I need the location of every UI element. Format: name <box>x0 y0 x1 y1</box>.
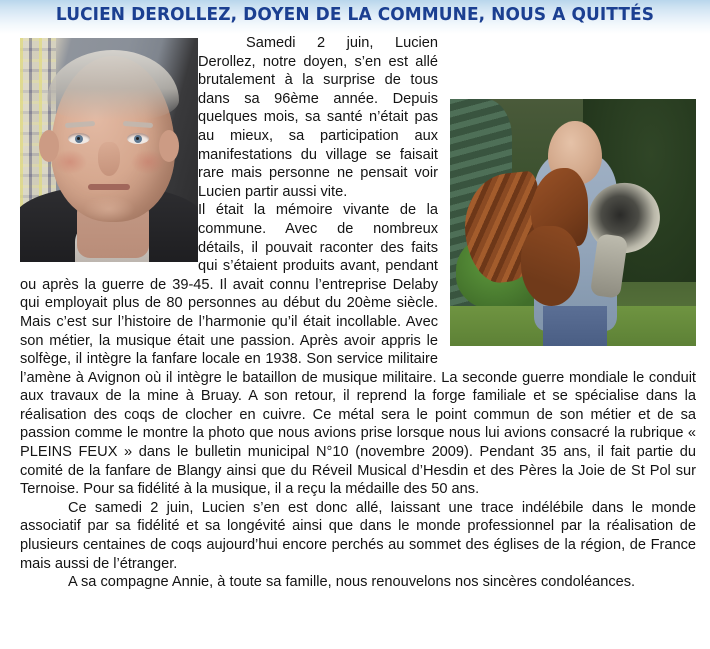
portrait-chin <box>83 196 135 222</box>
portrait-nose <box>98 142 120 176</box>
photo-lucien-avec-coq-de-clocher <box>450 99 696 346</box>
portrait-cheek-left <box>53 150 87 174</box>
portrait-pupil-left <box>75 135 83 143</box>
article-paragraph-1: Samedi 2 juin, Lucien Derollez, notre doyen, s’en est allé brutalement à la surprise de tous dans sa 96ème année. Depuis quelques mois, sa santé n’était pas au mieux, sa participation aux manifestations du village se faisait rare mais personne ne pensait voir Lucien partir aussi vite. <box>198 35 438 200</box>
brass-instrument <box>588 183 691 292</box>
copper-rooster-weathervane <box>465 168 593 306</box>
portrait-pupil-right <box>134 135 142 143</box>
article-paragraph-3: Ce samedi 2 juin, Lucien s’en est donc allé, laissant une trace indélébile dans le monde associatif par sa fidélité et sa longévité ainsi que dans le monde professionnel par la réalisation de plusieurs centaines de coqs aujourd’hui encore perchés au sommet des églises de la région, de France mais aussi de l’étranger. <box>20 499 696 572</box>
article-paragraph-2: Il était la mémoire vivante de la commune. Avec de nombreux détails, il pouvait raconter des faits qui s’étaient produits avant, pendant ou après la guerre de 39-45. Il avait connu l’entreprise Delaby qui employait plus de 80 personnes au début du 20ème siècle. Mais c’est sur l’histoire de l’harmonie qu’il était incollable. Avec son métier, la musique était une passion. Après avoir appris le solfège, il intègre la fanfare locale en 1938. Son service militaire l’amène à Avignon où il intègre le bataillon de musique militaire. La seconde guerre mondiale le conduit aux travaux de la mine à Bruay. A son retour, il reprend la forge familiale et se spécialise dans la réalisation des coqs de clocher en cuivre. Ce métal sera le point commun de son métier et de sa passion comme le montre la photo que nous avions prise lorsque nous lui avions consacré la rubrique « PLEINS FEUX » dans le bulletin municipal N°10 (novembre 2009). Pendant 35 ans, il fait partie du comité de la fanfare de Blangy ainsi que du Réveil Musical d’Hesdin et des Pères la Joie de St Pol sur Ternoise. Pour sa fidélité à la musique, il a reçu la médaille des 50 ans. <box>20 202 696 498</box>
portrait-mouth <box>88 184 130 190</box>
portrait-eye-left <box>68 133 90 144</box>
portrait-cheek-right <box>131 150 165 174</box>
instrument-tubing <box>590 233 628 299</box>
article-paragraph-4: A sa compagne Annie, à toute sa famille, nous renouvelons nos sincères condoléances. <box>68 574 636 591</box>
page-title: LUCIEN DEROLLEZ, DOYEN DE LA COMMUNE, NOUS A QUITTÉS <box>55 5 655 25</box>
article-body <box>0 34 710 592</box>
portrait-photo-lucien-derollez <box>20 38 198 262</box>
page-header-banner <box>0 0 710 34</box>
man-jeans <box>543 306 607 346</box>
rooster-breast <box>521 226 580 306</box>
portrait-eye-right <box>127 133 149 144</box>
